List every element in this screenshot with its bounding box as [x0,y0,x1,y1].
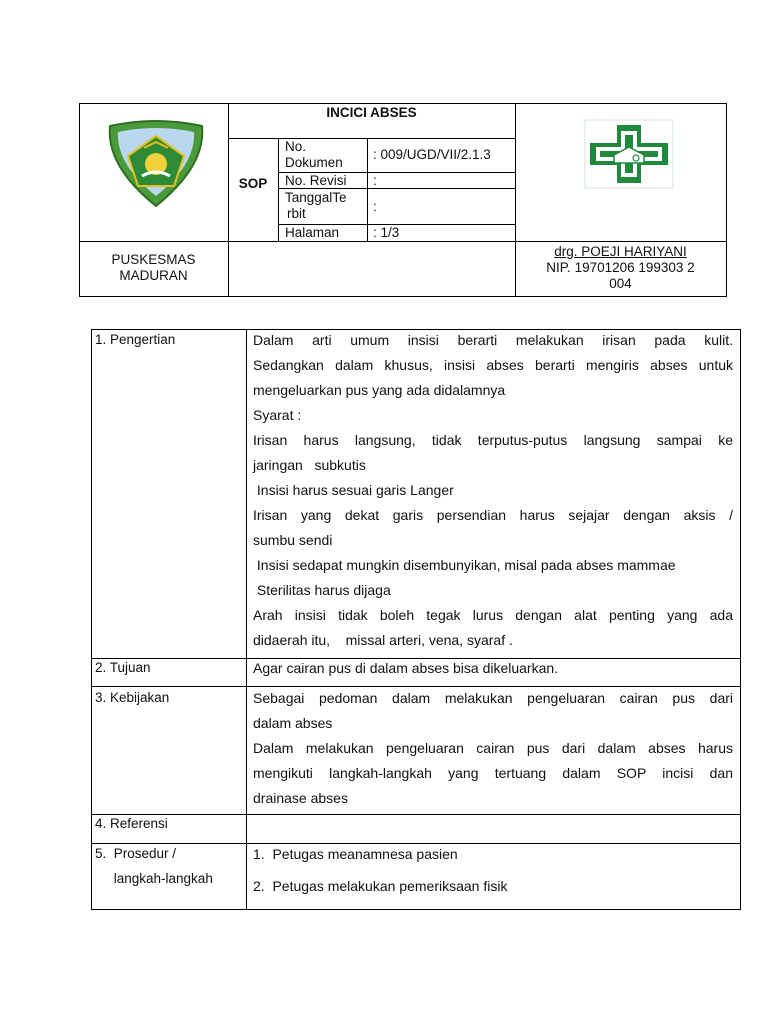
regency-coat-of-arms-logo [104,118,208,208]
revision-label: No. Revisi [285,173,347,188]
doc-number-label: No. Dokumen [285,139,343,170]
section-body-tujuan: Agar cairan pus di dalam abses bisa dikeluarkan. [253,660,559,676]
issue-date-label: TanggalTe rbit [285,190,347,221]
puskesmas-green-cross-logo [584,119,674,189]
signatory-block: drg. POEJI HARIYANI NIP. 19701206 199303 2 004 [515,244,726,292]
section-label-pengertian: 1. Pengertian [95,332,176,347]
page-label: Halaman [285,225,340,240]
signatory-name: drg. POEJI HARIYANI [554,244,687,259]
section-body-pengertian: Dalam arti umum insisi berarti melakukan irisan pada kulit. Sedangkan dalam khusus, insisi abses berarti mengiris abses untuk mengeluarkan pus yang ada didalamnya Syarat : Irisan harus langsung, tidak terputus-putus langsung sampai ke jaringan subkutis Insisi harus sesuai garis Langer Irisan yang dekat garis persendian harus sejajar dengan aksis / sumbu sendi Insisi sedapat mungkin disembunyikan, misal pada abses mammae Sterilitas harus dijaga Arah insisi tidak boleh tegak lurus dengan alat penting yang ada didaerah itu, missal arteri, vena, syaraf . [253,332,733,648]
page-value: : 1/3 [373,225,400,240]
sop-label: SOP [238,176,268,191]
section-label-referensi: 4. Referensi [95,816,168,831]
section-label-kebijakan: 3. Kebijakan [95,690,170,705]
doc-number-value: : 009/UGD/VII/2.1.3 [373,147,491,162]
organization-name: PUSKESMAS MADURAN [111,252,196,283]
procedure-step: 2. Petugas melakukan pemeriksaan fisik [253,878,508,894]
section-label-tujuan: 2. Tujuan [95,660,151,675]
procedure-step: 1. Petugas meanamnesa pasien [253,846,458,862]
document-title: INCICI ABSES [326,105,417,120]
revision-value: : [373,173,377,188]
section-body-kebijakan: Sebagai pedoman dalam melakukan pengeluaran cairan pus dari dalam abses Dalam melakukan pengeluaran cairan pus dari dalam abses harus mengikuti langkah-langkah yang tertuang dalam SOP incisi dan drainase abses [253,690,733,806]
section-label-prosedur: 5. Prosedur / langkah-langkah [95,846,213,886]
section-body-prosedur [253,846,733,894]
signatory-nip: NIP. 19701206 199303 2 [546,260,695,275]
issue-date-value: : [373,199,377,214]
